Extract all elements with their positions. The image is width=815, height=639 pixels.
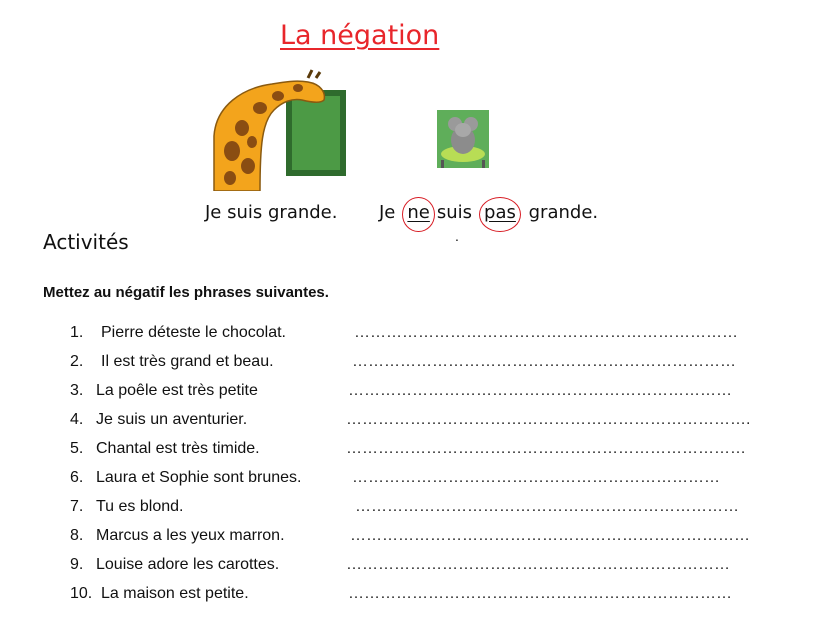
page-title: La négation: [280, 20, 440, 51]
instruction: Mettez au négatif les phrases suivantes.: [43, 284, 329, 301]
exercise-item: [0, 382, 815, 406]
exercise-item: [0, 585, 815, 609]
exercise-number: 1.: [70, 324, 84, 341]
exercise-number: 10.: [70, 585, 93, 602]
exercise-item: [0, 556, 815, 580]
board: [292, 96, 340, 170]
exercise-text: Chantal est très timide.: [96, 440, 260, 457]
exercise-number: 9.: [70, 556, 84, 573]
circled-word-ne: ne: [402, 197, 434, 232]
answer-line[interactable]: ………………………………………………………………….: [346, 411, 751, 428]
giraffe-spot: [247, 136, 257, 148]
giraffe-illustration: [212, 66, 352, 191]
exercise-item: [0, 498, 815, 522]
exercise-number: 5.: [70, 440, 84, 457]
giraffe-spot: [293, 84, 303, 92]
exercise-text: Louise adore les carottes.: [96, 556, 280, 573]
section-title: Activités: [43, 230, 129, 254]
giraffe-spot: [224, 141, 240, 161]
answer-line[interactable]: …………………………………………………………………: [346, 440, 746, 457]
exercise-text: Tu es blond.: [96, 498, 184, 515]
answer-line[interactable]: ………………………………………………………………: [348, 382, 732, 399]
exercise-number: 7.: [70, 498, 84, 515]
answer-line[interactable]: ………………………………………………………………: [352, 353, 736, 370]
giraffe-spot: [224, 171, 236, 185]
exercise-text: Je suis un aventurier.: [96, 411, 248, 428]
exercise-text: Pierre déteste le chocolat.: [101, 324, 286, 341]
giraffe-spot: [241, 158, 255, 174]
giraffe-horns: [308, 70, 320, 78]
exercise-text: Marcus a les yeux marron.: [96, 527, 285, 544]
exercise-item: [0, 440, 815, 464]
answer-line[interactable]: ………………………………………………………………: [355, 498, 739, 515]
exercise-item: [0, 353, 815, 377]
answer-line[interactable]: ………………………………………………………………: [354, 324, 738, 341]
exercise-number: 2.: [70, 353, 84, 370]
exercise-number: 6.: [70, 469, 84, 486]
chair-leg: [441, 160, 444, 168]
exercise-text: La maison est petite.: [101, 585, 249, 602]
word-grande: grande.: [528, 202, 599, 223]
exercise-text: La poêle est très petite: [96, 382, 258, 399]
word-je: Je: [379, 202, 396, 223]
giraffe-spot: [272, 91, 284, 101]
mouse-head: [455, 123, 471, 137]
exercise-text: Il est très grand et beau.: [101, 353, 274, 370]
answer-line[interactable]: ………………………………………………………………: [348, 585, 732, 602]
word-suis: suis: [436, 202, 473, 223]
exercise-text: Laura et Sophie sont brunes.: [96, 469, 302, 486]
exercise-item: [0, 411, 815, 435]
exercise-number: 3.: [70, 382, 84, 399]
chair-leg: [482, 160, 485, 168]
exercise-number: 4.: [70, 411, 84, 428]
circled-word-pas: pas: [479, 197, 521, 232]
exercise-item: [0, 469, 815, 493]
answer-line[interactable]: ……………………………………………………………: [352, 469, 720, 486]
mouse-illustration: [437, 110, 489, 168]
answer-line[interactable]: ………………………………………………………………: [346, 556, 730, 573]
giraffe-spot: [235, 120, 249, 136]
giraffe-spot: [253, 102, 267, 114]
exercise-number: 8.: [70, 527, 84, 544]
answer-line[interactable]: …………………………………………………………………: [350, 527, 750, 544]
caption-dot: .: [455, 228, 459, 244]
exercise-item: [0, 324, 815, 348]
caption-affirmative: Je suis grande.: [205, 202, 338, 223]
caption-negative: [379, 202, 603, 223]
exercise-item: [0, 527, 815, 551]
